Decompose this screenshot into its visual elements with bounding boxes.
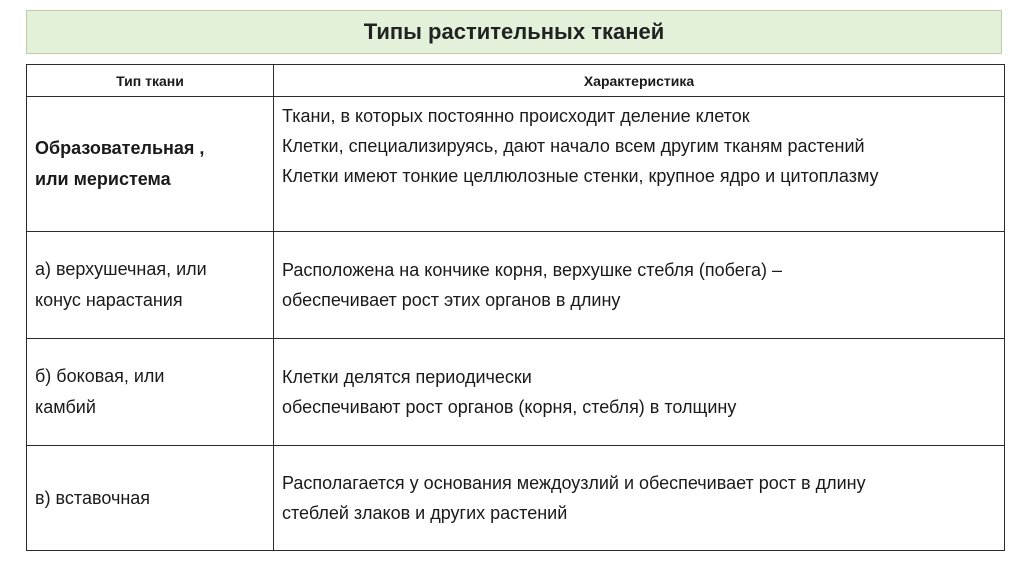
- description-cell: [274, 446, 1005, 551]
- description-cell: [274, 232, 1005, 339]
- tissue-type-line: или меристема: [35, 169, 171, 189]
- tissue-type-cell: [27, 339, 274, 446]
- table-header-row: [27, 65, 1005, 97]
- description-line: Клетки делятся периодически: [282, 367, 532, 387]
- table-row-apical: [27, 232, 1005, 339]
- table-row-meristem: [27, 97, 1005, 232]
- tissue-type-line: камбий: [35, 397, 96, 417]
- description-line: стеблей злаков и других растений: [282, 503, 568, 523]
- tissue-type-line: б) боковая, или: [35, 366, 165, 386]
- tissue-type-line: Образовательная ,: [35, 138, 205, 158]
- table-row-lateral: [27, 339, 1005, 446]
- description-line: Клетки, специализируясь, дают начало всем другим тканям растений: [282, 136, 865, 156]
- description-line: Ткани, в которых постоянно происходит деление клеток: [282, 106, 750, 126]
- description-line: обеспечивает рост этих органов в длину: [282, 290, 621, 310]
- table-row-intercalary: [27, 446, 1005, 551]
- column-header-type: Тип ткани: [27, 65, 274, 97]
- description-line: Клетки имеют тонкие целлюлозные стенки, крупное ядро и цитоплазму: [282, 166, 879, 186]
- tissue-type-line: конус нарастания: [35, 290, 183, 310]
- description-line: Расположена на кончике корня, верхушке стебля (побега) –: [282, 260, 782, 280]
- description-line: обеспечивают рост органов (корня, стебля) в толщину: [282, 397, 737, 417]
- tissue-type-cell: [27, 232, 274, 339]
- description-cell: [274, 97, 1005, 232]
- tissue-type-cell: [27, 446, 274, 551]
- column-header-description: Характеристика: [274, 65, 1005, 97]
- tissue-type-line: в) вставочная: [35, 487, 151, 508]
- tissue-type-cell: [27, 97, 274, 232]
- page-title: Типы растительных тканей: [26, 10, 1002, 54]
- tissue-types-table: [26, 64, 1005, 551]
- description-line: Располагается у основания междоузлий и обеспечивает рост в длину: [282, 473, 866, 493]
- tissue-type-line: а) верхушечная, или: [35, 259, 207, 279]
- description-cell: [274, 339, 1005, 446]
